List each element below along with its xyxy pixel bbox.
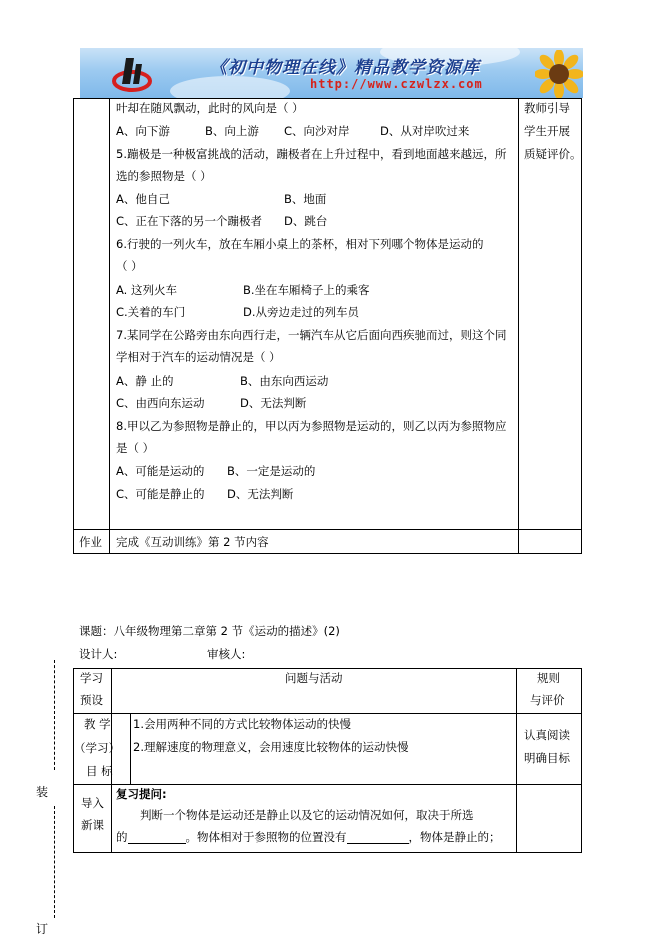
option-a: A、静 止的 bbox=[116, 374, 174, 388]
intro-text: 的 bbox=[116, 830, 128, 844]
table-border bbox=[581, 98, 582, 554]
table-border bbox=[73, 668, 74, 853]
option-d: D、无法判断 bbox=[227, 487, 294, 501]
question-text: 8.甲以乙为参照物是静止的，甲以丙为参照物是运动的，则乙以丙为参照物应 bbox=[116, 419, 507, 433]
question-text: 6.行驶的一列火车，放在车厢小桌上的茶杯，相对下列哪个物体是运动的 bbox=[116, 237, 484, 251]
banner-url[interactable]: http://www.czwlzx.com bbox=[310, 77, 483, 91]
question-text: 7.某同学在公路旁由东向西行走，一辆汽车从它后面向西疾驰而过，则这个同 bbox=[116, 328, 507, 342]
intro-text: 判断一个物体是运动还是静止以及它的运动情况如何，取决于所选 bbox=[140, 808, 474, 822]
goal-item: 1.会用两种不同的方式比较物体运动的快慢 bbox=[133, 717, 351, 731]
option-b: B、一定是运动的 bbox=[227, 464, 316, 478]
intro-text: ，物体是静止的； bbox=[408, 830, 501, 844]
table-border bbox=[73, 668, 582, 669]
option-a: A. 这列火车 bbox=[116, 283, 177, 297]
option-d: D.从旁边走过的列车员 bbox=[243, 305, 360, 319]
table-border bbox=[73, 553, 582, 554]
header-col3: 规则 bbox=[537, 671, 560, 685]
option-c: C、向沙对岸 bbox=[284, 124, 350, 138]
option-b: B、地面 bbox=[284, 192, 327, 206]
table-border bbox=[109, 98, 110, 554]
question-text: 选的参照物是（ ） bbox=[116, 169, 212, 183]
binding-mark: 装 bbox=[36, 785, 49, 799]
option-c: C.关着的车门 bbox=[116, 305, 186, 319]
lesson-title: 课题：八年级物理第二章第 2 节《运动的描述》(2) bbox=[79, 624, 340, 638]
teacher-note: 质疑评价。 bbox=[524, 147, 582, 161]
teacher-note: 学生开展 bbox=[524, 124, 570, 138]
option-b: B.坐在车厢椅子上的乘客 bbox=[243, 283, 370, 297]
option-c: C、由西向东运动 bbox=[116, 396, 205, 410]
goal-item: 2.理解速度的物理意义，会用速度比较物体的运动快慢 bbox=[133, 740, 409, 754]
table-border bbox=[73, 784, 582, 785]
table-border bbox=[73, 529, 582, 530]
question-text: 是（ ） bbox=[116, 441, 155, 455]
banner-title: 《初中物理在线》精品教学资源库 bbox=[210, 58, 480, 78]
reviewer-label: 审核人: bbox=[207, 647, 246, 661]
table-border bbox=[73, 98, 74, 554]
option-c: C、正在下落的另一个蹦极者 bbox=[116, 214, 263, 228]
table-border bbox=[581, 668, 582, 853]
table-border bbox=[73, 852, 582, 853]
option-d: D、无法判断 bbox=[240, 396, 307, 410]
sunflower-icon bbox=[535, 50, 583, 98]
header-col1: 学习 bbox=[80, 671, 103, 685]
goals-label: （学习） bbox=[74, 741, 120, 755]
teacher-note: 教师引导 bbox=[524, 101, 570, 115]
binding-line bbox=[54, 806, 55, 918]
table-border bbox=[518, 98, 519, 554]
question-text: 学相对于汽车的运动情况是（ ） bbox=[116, 350, 281, 364]
goals-note: 明确目标 bbox=[524, 751, 570, 765]
option-d: D、从对岸吹过来 bbox=[380, 124, 470, 138]
intro-label: 导入 bbox=[81, 796, 104, 810]
goals-label: 教 学 bbox=[84, 717, 111, 731]
table-border bbox=[73, 713, 582, 714]
option-b: B、由东向西运动 bbox=[240, 374, 329, 388]
header-col3: 与评价 bbox=[530, 693, 565, 707]
goals-label: 目 标 bbox=[86, 764, 113, 778]
homework-text: 完成《互动训练》第 2 节内容 bbox=[116, 535, 269, 549]
option-c: C、可能是静止的 bbox=[116, 487, 205, 501]
answer-blank[interactable] bbox=[128, 831, 186, 844]
homework-label: 作业 bbox=[79, 535, 102, 549]
question-text: 5.蹦极是一种极富挑战的活动，蹦极者在上升过程中，看到地面越来越远，所 bbox=[116, 147, 507, 161]
option-a: A、向下游 bbox=[116, 124, 170, 138]
table-border bbox=[130, 713, 131, 784]
question-text: （ ） bbox=[116, 259, 143, 273]
answer-blank[interactable] bbox=[347, 831, 409, 844]
site-logo-icon bbox=[112, 54, 152, 92]
question-text: 叶却在随风飘动，此时的风向是（ ） bbox=[116, 101, 304, 115]
option-a: A、他自己 bbox=[116, 192, 170, 206]
table-border bbox=[73, 98, 582, 99]
goals-note: 认真阅读 bbox=[524, 728, 570, 742]
option-d: D、跳台 bbox=[284, 214, 328, 228]
header-banner bbox=[80, 48, 583, 98]
header-col1: 预设 bbox=[80, 693, 103, 707]
option-b: B、向上游 bbox=[205, 124, 259, 138]
table-border bbox=[111, 668, 112, 853]
designer-label: 设计人: bbox=[79, 647, 118, 661]
review-heading: 复习提问: bbox=[116, 787, 167, 801]
header-col2: 问题与活动 bbox=[285, 671, 343, 685]
banner-cloud bbox=[170, 76, 290, 98]
binding-line bbox=[54, 660, 55, 770]
binding-mark: 订 bbox=[36, 922, 49, 936]
option-a: A、可能是运动的 bbox=[116, 464, 205, 478]
intro-text-with-blanks bbox=[116, 830, 501, 844]
intro-text: 。物体相对于参照物的位置没有 bbox=[185, 830, 347, 844]
intro-label: 新课 bbox=[81, 818, 104, 832]
table-border bbox=[516, 668, 517, 853]
